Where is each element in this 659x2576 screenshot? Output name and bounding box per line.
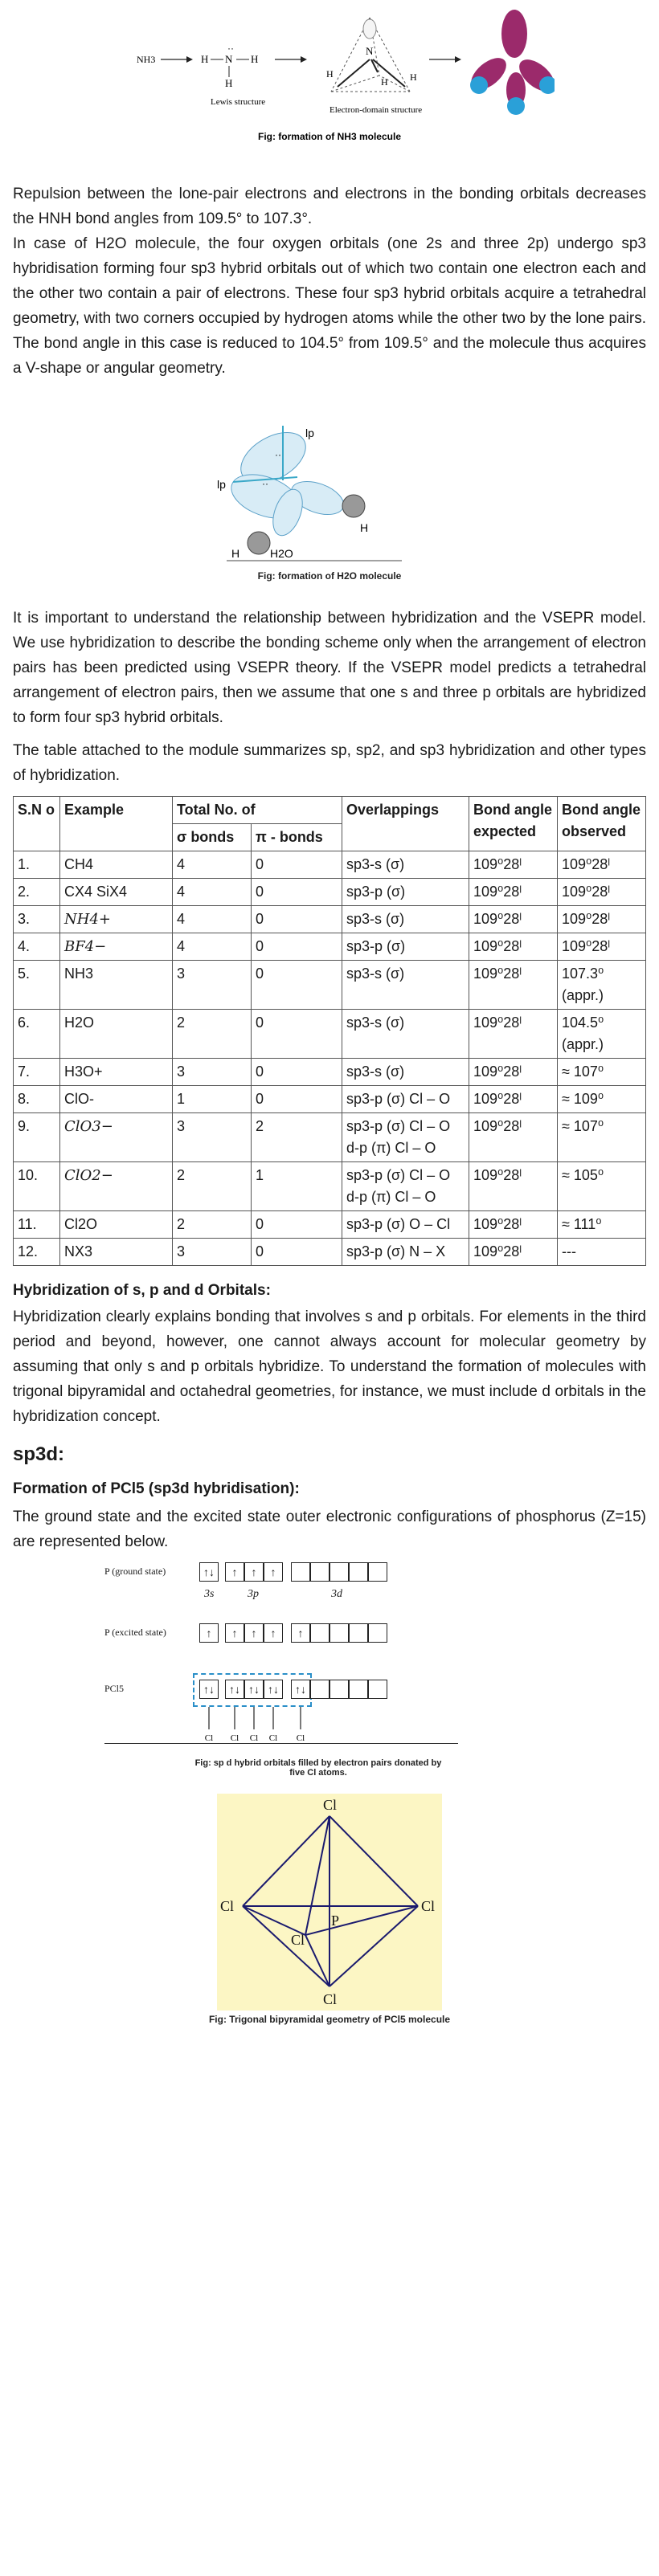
table-row: 3. NH4+ 4 0 sp3-s (σ) 109⁰28ˡ 109⁰28ˡ (14, 906, 646, 933)
col-total: Total No. of (173, 797, 342, 824)
svg-text:N: N (366, 45, 374, 57)
svg-text:Cl: Cl (323, 1991, 338, 2007)
paragraph-h2o: In case of H2O molecule, the four oxygen orbitals (one 2s and three 2p) undergo sp3 hybridisation forming four sp3 hybrid orbitals out of which two contain one electron each and the other two contain a pair of electrons. These four sp3 hybrid orbitals acquire a tetrahedral geometry, with two corners occupied by hydrogen atoms while the other two by the lone pairs. The bond angle in this case is reduced to 104.5° from 109.5° and the molecule thus acquires a V-shape or angular geometry. (13, 235, 646, 377)
svg-text:H: H (381, 76, 388, 88)
ground-state-label: P (ground state) (104, 1566, 166, 1577)
table-row: 9. ClO3− 3 2 sp3-p (σ) Cl – O d-p (π) Cl – O 109⁰28ˡ ≈ 107⁰ (14, 1113, 646, 1162)
table-row: 1. CH4 4 0 sp3-s (σ) 109⁰28ˡ 109⁰28ˡ (14, 851, 646, 879)
svg-text:H: H (251, 53, 259, 65)
pcl5-label: PCl5 (104, 1683, 125, 1694)
table-row: 4. BF4− 4 0 sp3-p (σ) 109⁰28ˡ 109⁰28ˡ (14, 933, 646, 961)
table-row: 12. NX3 3 0 sp3-p (σ) N – X 109⁰28ˡ --- (14, 1239, 646, 1266)
heading-sp3d: sp3d: (13, 1443, 65, 1465)
table-row: 8. ClO- 1 0 sp3-p (σ) Cl – O 109⁰28ˡ ≈ 109⁰ (14, 1086, 646, 1113)
table-row: 2. CX4 SiX4 4 0 sp3-p (σ) 109⁰28ˡ 109⁰28ˡ (14, 879, 646, 906)
paragraph-table-intro: The table attached to the module summarizes sp, sp2, and sp3 hybridization and other types of hybridization. (13, 742, 646, 784)
h2o-caption: Fig: formation of H2O molecule (257, 570, 402, 582)
svg-text:Cl: Cl (268, 1733, 278, 1743)
svg-text:N: N (225, 53, 233, 65)
document-page (0, 2, 659, 2025)
nh3-orbital-model-icon (465, 10, 555, 115)
config-caption: Fig: sp d hybrid orbitals filled by electron pairs donated by five Cl atoms. (194, 1758, 442, 1778)
table-row: 6. H2O 2 0 sp3-s (σ) 109⁰28ˡ 104.5⁰ (appr.) (14, 1010, 646, 1059)
table-row: 5. NH3 3 0 sp3-s (σ) 109⁰28ˡ 107.3⁰ (appr.) (14, 961, 646, 1010)
paragraph-bond-angle: Repulsion between the lone-pair electrons and electrons in the bonding orbitals decreases the HNH bond angles from 109.5° to 107.3°. (13, 186, 646, 227)
table-row: 7. H3O+ 3 0 sp3-s (σ) 109⁰28ˡ ≈ 107⁰ (14, 1059, 646, 1086)
col-expected: Bond angle expected (469, 797, 558, 851)
svg-text:Cl: Cl (323, 1797, 338, 1813)
svg-text:H: H (231, 547, 240, 560)
trigonal-bipyramidal-figure (217, 1794, 442, 2011)
hybridization-table (13, 796, 646, 1266)
col-sno: S.N o (14, 797, 60, 851)
lp-label-top: lp (305, 427, 314, 439)
heading-pcl5-formation: Formation of PCl5 (sp3d hybridisation): (13, 1480, 300, 1497)
paragraph-phosphorus: The ground state and the excited state outer electronic configurations of phosphorus (Z=15) are represented below. (13, 1508, 646, 1550)
excited-state-label: P (excited state) (104, 1627, 166, 1638)
table-row: 10. ClO2− 2 1 sp3-p (σ) Cl – O d-p (π) Cl – O 109⁰28ˡ ≈ 105⁰ (14, 1162, 646, 1211)
svg-text:Cl: Cl (291, 1932, 305, 1948)
svg-text:P: P (331, 1913, 340, 1929)
col-overlap: Overlappings (342, 797, 469, 851)
svg-text:H2O: H2O (270, 547, 293, 560)
svg-text:··: ·· (275, 449, 281, 460)
svg-text:H: H (326, 68, 334, 80)
col-example: Example (60, 797, 173, 851)
paragraph-vsepr: It is important to understand the relationship between hybridization and the VSEPR model. We use hybridization to describe the bonding scheme only when the arrangement of electron pairs has been predicted using VSEPR theory. If the VSEPR model predicts a tetrahedral arrangement of electron pairs, then we assume that one s and three p orbitals are hybridized to form four sp3 hybrid orbitals. (13, 610, 646, 726)
svg-text:Cl: Cl (230, 1733, 239, 1743)
lewis-label: Lewis structure (211, 97, 266, 107)
tbp-caption: Fig: Trigonal bipyramidal geometry of PCl5 molecule (208, 2014, 451, 2025)
heading-spd-hybridization: Hybridization of s, p and d Orbitals: (13, 1282, 271, 1299)
svg-text:Cl: Cl (249, 1733, 259, 1743)
nh3-caption: Fig: formation of NH3 molecule (257, 131, 402, 142)
svg-text:H: H (410, 71, 417, 83)
svg-text:H: H (360, 521, 369, 534)
nh3-formation-figure (104, 2, 555, 146)
col-sigma: σ bonds (173, 824, 252, 851)
col-observed: Bond angle observed (558, 797, 646, 851)
svg-text:Cl: Cl (220, 1898, 235, 1914)
electron-domain-label: Electron-domain structure (330, 105, 423, 115)
nh3-label: NH3 (137, 54, 156, 65)
electron-config-figure: P (ground state) ↑↓ ↑ ↑ ↑ 3s 3p 3d P (excited state) ↑ ↑ ↑ ↑ ↑ PCl5 ↑↓ ↑↓ ↑↓ ↑↓ ↑↓ Cl Cl Cl Cl Cl (104, 1559, 458, 1744)
svg-text:Cl: Cl (204, 1733, 214, 1743)
svg-text:Cl: Cl (296, 1733, 305, 1743)
table-row: 11. Cl2O 2 0 sp3-p (σ) O – Cl 109⁰28ˡ ≈ 111⁰ (14, 1211, 646, 1239)
col-pi: π - bonds (252, 824, 342, 851)
svg-text:H: H (201, 53, 209, 65)
svg-text:··: ·· (262, 478, 268, 489)
svg-text:··: ·· (227, 43, 234, 54)
svg-text:Cl: Cl (421, 1898, 436, 1914)
paragraph-spd: Hybridization clearly explains bonding that involves s and p orbitals. For elements in the third period and beyond, however, one cannot always account for molecular geometry by assuming that only s and p orbitals hybridize. To understand the formation of molecules with trigonal bipyramidal and octahedral geometries, for instance, we must include d orbitals in the hybridization concept. (13, 1308, 646, 1425)
svg-text:H: H (225, 77, 233, 89)
lp-label-left: lp (217, 478, 226, 491)
h2o-formation-figure (185, 408, 474, 569)
